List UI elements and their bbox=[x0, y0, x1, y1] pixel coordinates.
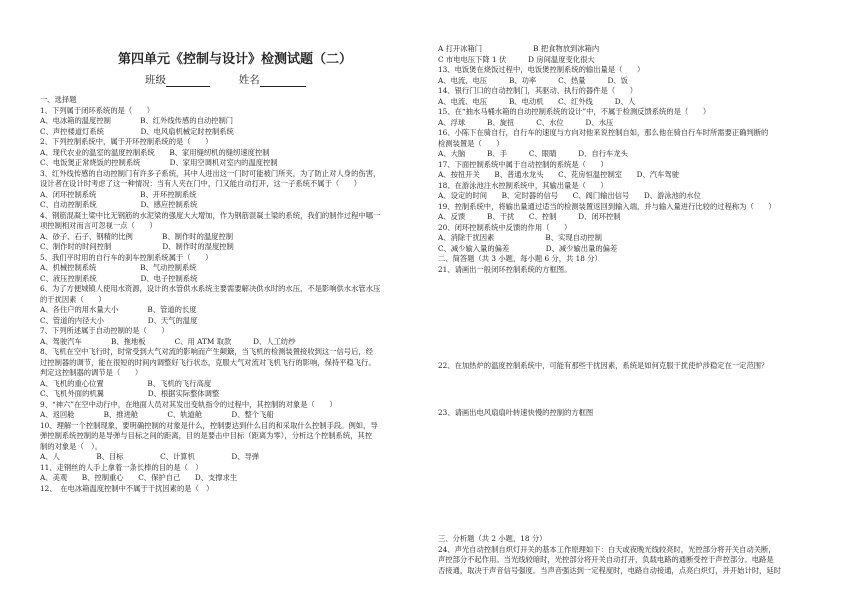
text-line: 17、下面控制系统中属于自动控制的系统是（ ） bbox=[438, 159, 608, 169]
text-line: C、减少输入量的偏差 D、减少输出量的偏差 bbox=[438, 243, 618, 253]
text-line: 5、我们平时用的自行车的刹车控制系统属于（ ） bbox=[40, 252, 213, 262]
text-line: 4、钢筋混凝土梁中比无钢筋的水泥梁的强度大大增加，作为钢筋混凝土梁的系统，我们的制作过程中哪一 bbox=[40, 210, 381, 220]
text-line: A、反馈 B、干扰 C、控制 D、闭环控制 bbox=[438, 212, 621, 221]
text-line: C、制作时的时间控制 D、制作时的湿度控制 bbox=[40, 242, 234, 251]
text-line: 项控制相对而言可忽视一点（ ） bbox=[40, 221, 157, 230]
text-line: 二、简答题（共 3 小题，每小题 6 分，共 18 分） bbox=[438, 254, 602, 263]
text-line: 过控制器的调节，能在很短的时间内调整好飞行状态，克服大气对流对飞机飞行的影响，保持平稳飞行。 bbox=[40, 357, 376, 367]
question-22-text: 22、在加热炉的温度控制系统中，可能有那些干扰因素，系统是如何克服干扰使炉涉稳定在一定范围？ bbox=[438, 361, 769, 370]
text-line: 3、红外线传感的自动控制门有许多子系统，其中人进出这一门时可能被门所夹，为了防止对人身的伤害， bbox=[40, 168, 381, 178]
text-line: A、飞机的重心位置 B、飞机的飞行高度 bbox=[40, 378, 212, 388]
text-line: A、大脑 B、手 C、眼睛 D、自行车龙头 bbox=[438, 149, 628, 158]
text-line: A、浮球 B、旋扭 C、水位 D、水压 bbox=[438, 117, 614, 127]
text-line: A、机械控制系统 B、气动控制系统 bbox=[40, 263, 197, 272]
name-blank[interactable] bbox=[260, 76, 306, 87]
text-line: 20、闭环控制系统中反馈的作用（ ） bbox=[438, 222, 572, 232]
question-23 bbox=[438, 408, 832, 419]
text-line: A、电流、电压 B、功率 C、热量 D、饭 bbox=[438, 75, 628, 85]
text-line: 24、声光自动控制自炽灯开关的基本工作原理如下：白天或夜晚光线较亮时，光控部分将开关自动关断， bbox=[438, 544, 776, 554]
text-line: A、电流、电压 B、电动机 C、红外线 D、人 bbox=[438, 96, 636, 106]
question-23-text: 23、请画出电风扇扇叶转速快慢的控制的方框图 bbox=[438, 408, 594, 417]
text-line: 14、银行门口的自动控制门，其驱动、执行的器件是（ ） bbox=[438, 86, 638, 95]
text-line: A、按扭开关 B、普通水龙头 C、花房恒温控制室 D、汽车驾驶 bbox=[438, 170, 679, 179]
text-line: A、消除干扰因素 B、实现自动控制 bbox=[438, 233, 602, 242]
text-line: A、闭环控制系统 B、开环控制系统 bbox=[40, 189, 197, 199]
student-info bbox=[145, 72, 306, 87]
text-line: 判定这控制器的调节是（ ） bbox=[40, 368, 143, 377]
text-line: A、各住户的用水量大小 B、管道的长度 bbox=[40, 305, 197, 314]
text-line: 一、选择题 bbox=[40, 95, 77, 104]
text-line: 声控部分不起作用。当光线较暗时，光控部分将开关自动打开，负载电路的通断受控于声控部分。电路是 bbox=[438, 555, 774, 564]
text-line: 12、 在电冰箱温度控制中不属于干扰因素的是（ ） bbox=[40, 483, 214, 493]
text-line: 6、为了方便城镇人使用水资源，设计的水管供水系统主要需要解决供水时的水压，不是影响供水水管水压 bbox=[40, 284, 381, 293]
text-line: C、声控楼道灯系统 D、电风扇机械定时控制系统 bbox=[40, 126, 234, 136]
text-line: 2、下列控制系统中，属于开环控制系统的是（ ） bbox=[40, 137, 213, 146]
text-line: C、自动控制系统 D、感应控制系统 bbox=[40, 200, 198, 209]
text-line: 9、“神六”在空中动行中，在地面人员对其发出变轨指令的过程中，其控制的对象是（ ） bbox=[40, 399, 337, 409]
text-line: 弹控制系统控制的是导弹与目标之间的距离，目的是要击中目标（距离为零），分析这个控制系统，其控 bbox=[40, 431, 373, 440]
class-label: 班级 bbox=[145, 74, 166, 86]
text-line: C、管道的内径大小 D、天气的温度 bbox=[40, 315, 198, 325]
text-line: 的干扰因素（ ） bbox=[40, 294, 106, 304]
text-line: A、人 B、目标 C、计算机 D、导弹 bbox=[40, 452, 260, 461]
text-line: 11、走钢丝的人手上拿着一条长棒的目的是（ ） bbox=[40, 462, 203, 472]
page-title: 第四单元《控制与设计》检测试题（二） bbox=[117, 52, 352, 67]
text-line: C 市电电压下降 1 伏 D 房间温度变化很大 bbox=[438, 54, 595, 64]
question-22 bbox=[438, 361, 832, 372]
text-line: 8、飞机在空中飞行时，时常受到大气对流的影响而产生颠簸，当飞机的检测装置接收到这一信号后，经 bbox=[40, 347, 373, 356]
text-line: C、液压控制系统 D、电子控制系统 bbox=[40, 273, 198, 283]
text-line: 检测装置是（ ） bbox=[438, 138, 504, 148]
text-line: 13、电饭煲在烧饭过程中，电饭煲控制系统的输出量是（ ） bbox=[438, 65, 645, 74]
text-line: 18、在游泳池注水控制系统中，其输出量是（ ） bbox=[438, 180, 608, 190]
text-line: A、驾驶汽车 B、拖地板 C、用 ATM 取款 D、人工纺纱 bbox=[40, 336, 296, 346]
text-line: 1、下列属于闭环系统的是（ ） bbox=[40, 105, 155, 115]
text-line: 19、控制系统中，将输出量通过适当的检测装置返回到输入端，并与输入量进行比较的过程称为（ ） bbox=[438, 201, 776, 211]
text-line: A、砂子、石子、钢精的比例 B、制作时的温度控制 bbox=[40, 231, 234, 241]
text-line: 设计者在设计时考虑了这一种情况：当有人夹在门中，门又能自动打开，这一子系统不属于（ ） bbox=[40, 179, 362, 188]
text-line: 21、请画出一般闭环控制系统的方框图。 bbox=[438, 264, 572, 274]
text-line: 15、在“抽水马桶水箱的自动控制系统的设计”中，不属于检测反馈系统的是（ ） bbox=[438, 107, 711, 116]
text-line: 三、分析题（共 2 小题，18 分） bbox=[438, 534, 547, 543]
name-label: 姓名 bbox=[238, 74, 260, 86]
text-line: 制的对象是（ ）。 bbox=[40, 441, 103, 451]
text-line: 否接通，取决于声音信号强度。当声音强达到一定程度时，电路自动接通，点亮白炽灯，并开始计时，延时 bbox=[438, 565, 781, 575]
text-line: A、返回舱 B、推进舱 C、轨道舱 D、整个飞船 bbox=[40, 410, 274, 419]
text-line: 10、理解一个控制现象，要明确控制的对象是什么，控制要达到什么目的和采取什么控制手段。例如，导 bbox=[40, 420, 378, 430]
question-24-block bbox=[438, 534, 832, 576]
text-line: A 打开冰箱门 B 把食物放到冰箱内 bbox=[438, 44, 600, 53]
class-blank[interactable] bbox=[166, 76, 210, 87]
text-line: 7、下列所述属于自动控制的是（ ） bbox=[40, 326, 169, 335]
left-column bbox=[40, 95, 430, 494]
text-line: A、设定的时间 B、定时器的信号 C、阀门输出信号 D、游泳池的水位 bbox=[438, 191, 701, 200]
text-line: A、美观 B、控制重心 C、保护自己 D、支撑求生 bbox=[40, 473, 238, 482]
text-line: C、电饭煲正常烧饭的控制系统 D、家用空调机对室内的温度控制 bbox=[40, 158, 278, 167]
text-line: A、电冰箱的温度控制 B、红外线传感的自动控制门 bbox=[40, 116, 234, 125]
text-line: 16、小陈下在骑自行，自行车的速度与方向对他来说控制自如，那么他在骑自行车时所需要正确判断的 bbox=[438, 128, 769, 137]
text-line: A、现代农业的温室的温度控制系统 B、家用缝纫机的缝纫速度控制 bbox=[40, 147, 270, 157]
text-line: C、飞机外面的机翼 D、根据实际整体调整 bbox=[40, 389, 220, 398]
right-column bbox=[438, 44, 832, 275]
